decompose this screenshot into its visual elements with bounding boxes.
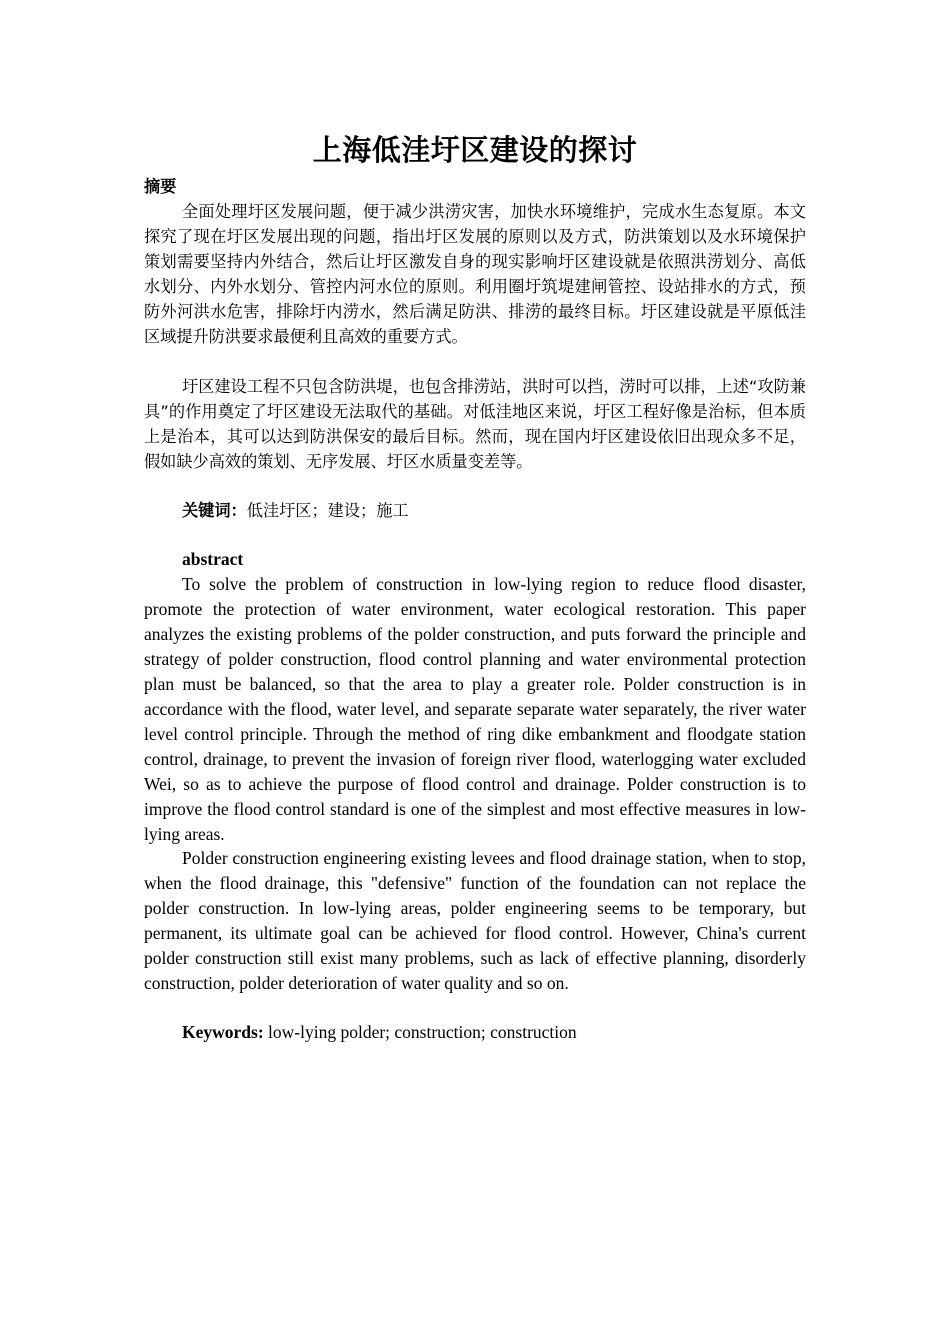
- english-keywords: [144, 1020, 806, 1045]
- english-keywords-value: low-lying polder; construction; construction: [263, 1022, 577, 1042]
- chinese-abstract-paragraph-2: 圩区建设工程不只包含防洪堤，也包含排涝站，洪时可以挡，涝时可以排，上述“攻防兼具”的作用奠定了圩区建设无法取代的基础。对低洼地区来说，圩区工程好像是治标，但本质上是治本，其可以达到防洪保安的最后目标。然而，现在国内圩区建设依旧出现众多不足，假如缺少高效的策划、无序发展、圩区水质量变差等。: [144, 377, 806, 471]
- chinese-keywords: [144, 498, 806, 523]
- english-abstract-paragraph-2: Polder construction engineering existing levees and flood drainage station, when to stop, when the flood drainage, this "defensive" function of the foundation can not replace the polder construction. In low-lying areas, polder engineering seems to be temporary, but permanent, its ultimate goal can be achieved for flood control. However, China's current polder construction still exist many problems, such as lack of effective planning, disorderly construction, polder deterioration of water quality and so on.: [144, 848, 806, 993]
- chinese-keywords-label: 关键词：: [182, 501, 247, 520]
- english-keywords-label: Keywords:: [182, 1022, 264, 1042]
- english-abstract-paragraph-1: To solve the problem of construction in low-lying region to reduce flood disaster, promote the protection of water environment, water ecological restoration. This paper analyzes the existing problems of the polder construction, and puts forward the principle and strategy of polder construction, flood control planning and water environmental protection plan must be balanced, so that the area to play a greater role. Polder construction is in accordance with the flood, water level, and separate separate water separately, the river water level control principle. Through the method of ring dike embankment and floodgate station control, drainage, to prevent the invasion of foreign river flood, waterlogging water excluded Wei, so as to achieve the purpose of flood control and drainage. Polder construction is to improve the flood control standard is one of the simplest and most effective measures in low-lying areas.: [144, 574, 806, 844]
- chinese-keywords-value: 低洼圩区；建设；施工: [246, 501, 409, 520]
- paper-title: 上海低洼圩区建设的探讨: [312, 133, 638, 167]
- english-abstract-heading: abstract: [182, 549, 244, 569]
- chinese-abstract-paragraph-1: 全面处理圩区发展问题，便于减少洪涝灾害，加快水环境维护，完成水生态复原。本文探究了现在圩区发展出现的问题，指出圩区发展的原则以及方式，防洪策划以及水环境保护策划需要坚持内外结合，然后让圩区激发自身的现实影响圩区建设就是依照洪涝划分、高低水划分、内外水划分、管控内河水位的原则。利用圈圩筑堤建闸管控、设站排水的方式，预防外河洪水危害，排除圩内涝水，然后满足防洪、排涝的最终目标。圩区建设就是平原低洼区域提升防洪要求最便利且高效的重要方式。: [144, 202, 806, 346]
- chinese-abstract-heading: 摘要: [144, 177, 177, 196]
